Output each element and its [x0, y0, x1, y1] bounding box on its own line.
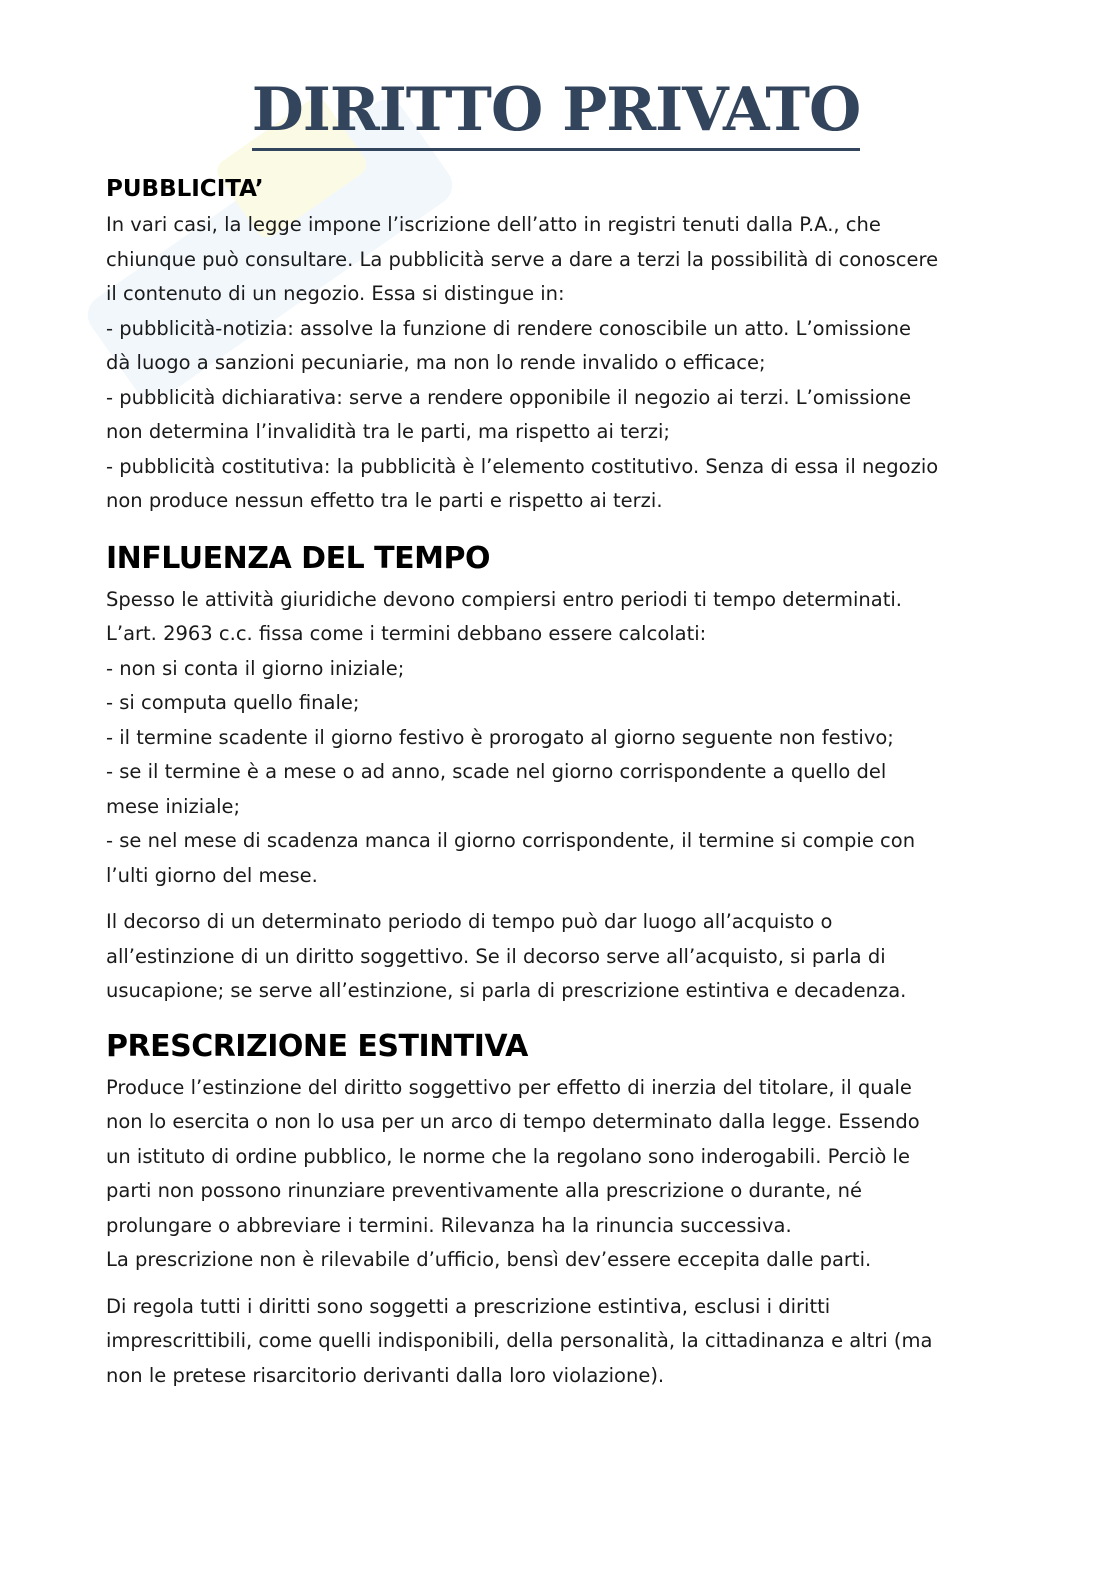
section-heading-pubblicita: PUBBLICITA’	[106, 176, 264, 202]
document-title-text: DIRITTO PRIVATO	[252, 72, 860, 151]
section-paragraph: In vari casi, la legge impone l’iscrizione dell’atto in registri tenuti dalla P.A., che chiunque può consultare. La pubblicità serve a dare a terzi la possibilità di conoscere il contenuto di un negozio. Essa si distingue in: - pubblicità-notizia: assolve la funzione di rendere conoscibile un atto. L’omissione dà luogo a sanzioni pecuniarie, ma non lo rende invalido o efficace; - pubblicità dichiarativa: serve a rendere opponibile il negozio ai terzi. L’omissione non determina l’invalidità tra le parti, ma rispetto ai terzi; - pubblicità costitutiva: la pubblicità è l’elemento costitutivo. Senza di essa il negozio non produce nessun effetto tra le parti e rispetto ai terzi.	[106, 213, 939, 512]
section-heading-prescrizione-estintiva: PRESCRIZIONE ESTINTIVA	[106, 1028, 528, 1064]
section-paragraph: Produce l’estinzione del diritto soggettivo per effetto di inerzia del titolare, il quale non lo esercita o non lo usa per un arco di tempo determinato dalla legge. Essendo un istituto di ordine pubblico, le norme che la regolano sono inderogabili. Perciò le parti non possono rinunziare preventivamente alla prescrizione o durante, né prolungare o abbreviare i termini. Rilevanza ha la rinuncia successiva. La prescrizione non è rilevabile d’ufficio, bensì dev’essere eccepita dalle parti.	[106, 1075, 920, 1271]
section-paragraph: Di regola tutti i diritti sono soggetti a prescrizione estintiva, esclusi i diritti imprescrittibili, come quelli indisponibili, della personalità, la cittadinanza e altri (ma non le pretese risarcitorio derivanti dalla loro violazione).	[106, 1294, 933, 1387]
section-paragraph: Spesso le attività giuridiche devono compiersi entro periodi ti tempo determinati. L’art. 2963 c.c. fissa come i termini debbano essere calcolati: - non si conta il giorno iniziale; - si computa quello finale; - il termine scadente il giorno festivo è prorogato al giorno seguente non festivo; - se il termine è a mese o ad anno, scade nel giorno corrispondente a quello del mese iniziale; - se nel mese di scadenza manca il giorno corrispondente, il termine si compie con l’ulti giorno del mese.	[106, 587, 916, 887]
section-paragraph: Il decorso di un determinato periodo di tempo può dar luogo all’acquisto o all’estinzione di un diritto soggettivo. Se il decorso serve all’acquisto, si parla di usucapione; se serve all’estinzione, si parla di prescrizione estintiva e decadenza.	[106, 910, 907, 1002]
document-page	[106, 68, 1006, 1393]
document-title	[106, 68, 1006, 152]
section-heading-influenza-del-tempo: INFLUENZA DEL TEMPO	[106, 540, 490, 576]
